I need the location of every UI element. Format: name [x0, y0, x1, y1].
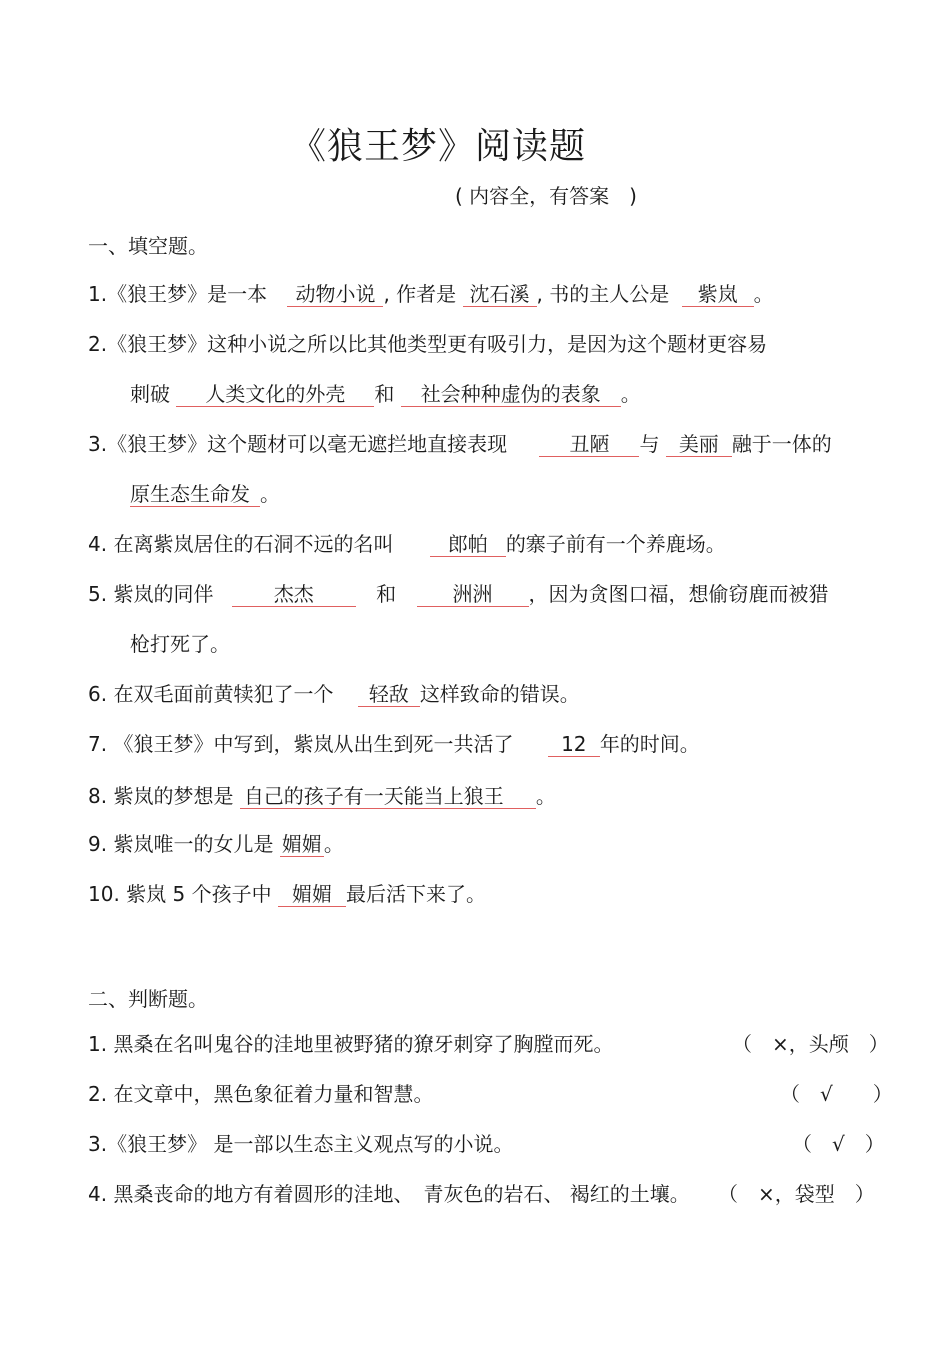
- question-5: [88, 580, 829, 608]
- question-text: 最后活下来了。: [345, 882, 486, 906]
- answer-blank: 郎帕: [430, 532, 506, 557]
- judge-answer-4: （ ×，袋型 ）: [718, 1182, 875, 1206]
- question-10: [88, 880, 486, 908]
- question-text: 年的时间。: [599, 732, 700, 756]
- question-text: 10. 紫岚 5 个孩子中: [88, 882, 272, 906]
- question-text: 。: [323, 832, 344, 856]
- answer-blank: 杰杰: [232, 582, 356, 607]
- answer-blank: 社会种种虚伪的表象: [401, 382, 621, 407]
- question-text: 刺破: [130, 382, 170, 406]
- question-text: 9. 紫岚唯一的女儿是: [88, 832, 274, 856]
- question-text: 。: [535, 784, 556, 808]
- question-text: 6. 在双毛面前黄犊犯了一个: [88, 682, 334, 706]
- answer-blank: 媚媚: [281, 832, 322, 856]
- answer-blank: 紫岚: [682, 282, 754, 307]
- question-4: [88, 530, 726, 558]
- judge-answer-3: （ √ ）: [792, 1132, 885, 1156]
- judge-answer-2: （ √ ）: [780, 1082, 893, 1106]
- question-8: [88, 782, 556, 810]
- page-title: 《狼王梦》阅读题: [290, 126, 587, 167]
- question-text: ，因为贪图口福，想偷窃鹿而被猎: [528, 582, 829, 606]
- answer-blank: 丑陋: [539, 432, 639, 457]
- section2-heading: 二、判断题。: [88, 987, 208, 1011]
- answer-blank: 轻敌: [358, 682, 420, 707]
- answer-blank: 原生态生命发: [130, 482, 260, 507]
- answer-blank: 美丽: [666, 432, 732, 457]
- answer-blank: 12: [548, 732, 600, 757]
- answer-blank: 媚媚: [278, 882, 346, 907]
- judge-answer-1: （ ×，头颅 ）: [732, 1032, 889, 1056]
- question-3: [88, 430, 832, 458]
- question-text: , 书的主人公是: [536, 282, 670, 306]
- question-text: 4. 在离紫岚居住的石洞不远的名叫: [88, 532, 394, 556]
- judge-item-3: 3.《狼王梦》 是一部以生态主义观点写的小说。: [88, 1132, 514, 1156]
- question-text: 融于一体的: [731, 432, 832, 456]
- page-subtitle: ( 内容全，有答案 ): [455, 184, 637, 208]
- section1-heading: 一、填空题。: [88, 234, 208, 258]
- question-text: , 作者是: [383, 282, 457, 306]
- question-9: [88, 830, 344, 858]
- question-3-cont: [130, 480, 280, 508]
- question-text: 。: [260, 482, 280, 506]
- question-text: 1.《狼王梦》是一本: [88, 282, 268, 306]
- question-text: 这样致命的错误。: [419, 682, 580, 706]
- question-2-cont: [130, 380, 641, 408]
- answer-blank: 人类文化的外壳: [176, 382, 374, 407]
- answer-blank: 自己的孩子有一天能当上狼王: [240, 784, 536, 809]
- answer-blank: 洲洲: [417, 582, 529, 607]
- question-text: 8. 紫岚的梦想是: [88, 784, 234, 808]
- question-text: 3.《狼王梦》这个题材可以毫无遮拦地直接表现: [88, 432, 508, 456]
- judge-item-4: 4. 黑桑丧命的地方有着圆形的洼地、 青灰色的岩石、 褐红的土壤。: [88, 1182, 690, 1206]
- question-1: [88, 280, 774, 308]
- question-text: 和: [374, 382, 395, 406]
- question-text: 5. 紫岚的同伴: [88, 582, 214, 606]
- question-7: [88, 730, 700, 758]
- question-text: 。: [620, 382, 641, 406]
- question-6: [88, 680, 580, 708]
- answer-blank: 沈石溪: [463, 282, 537, 307]
- question-text: 。: [753, 282, 774, 306]
- question-text: 的寨子前有一个养鹿场。: [505, 532, 726, 556]
- judge-item-2: 2. 在文章中，黑色象征着力量和智慧。: [88, 1082, 434, 1106]
- question-2: [88, 330, 767, 358]
- question-text: 与: [639, 432, 660, 456]
- question-5-cont: 枪打死了。: [130, 632, 230, 656]
- question-text: 2.《狼王梦》这种小说之所以比其他类型更有吸引力，是因为这个题材更容易: [88, 332, 768, 356]
- question-text: 和: [376, 582, 397, 606]
- judge-item-1: 1. 黑桑在名叫鬼谷的洼地里被野猪的獠牙刺穿了胸膛而死。: [88, 1032, 614, 1056]
- answer-blank: 动物小说: [287, 282, 383, 307]
- question-text: 7. 《狼王梦》中写到，紫岚从出生到死一共活了: [88, 732, 514, 756]
